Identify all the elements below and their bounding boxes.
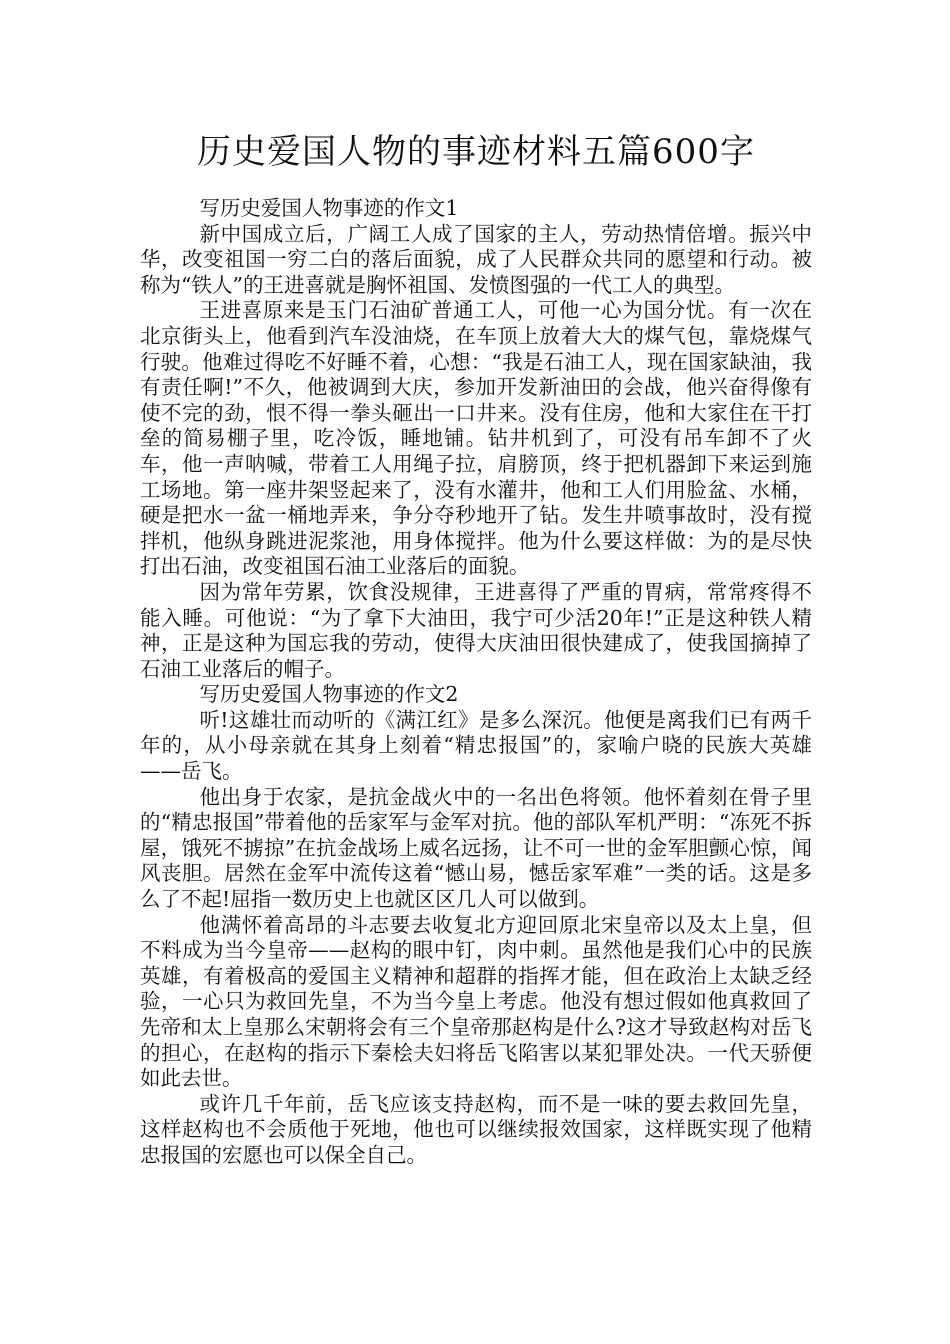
section-heading-2: 写历史爱国人物事迹的作文2	[199, 682, 459, 707]
section-1-paragraph-2: 王进喜原来是玉门石油矿普通工人，可他一心为国分忧。有一次在北京街头上，他看到汽车没油烧，在车顶上放着大大的煤气包，靠烧煤气行驶。他难过得吃不好睡不着，心想：“我是石油工人，现在国家缺油，我有责任啊!”不久，他被调到大庆，参加开发新油田的会战，他兴奋得像有使不完的劲，恨不得一拳头砸出一口井来。没有住房，他和大家住在干打垒的简易棚子里，吃冷饭，睡地铺。钻井机到了，可没有吊车卸不了火车，他一声呐喊，带着工人用绳子拉，肩膀顶，终于把机器卸下来运到施工场地。第一座井架竖起来了，没有水灌井，他和工人们用脸盆、水桶，硬是把水一盆一桶地弄来，争分夺秒地开了钻。发生井喷事故时，没有搅拌机，他纵身跳进泥浆池，用身体搅拌。他为什么要这样做：为的是尽快打出石油，改变祖国石油工业落后的面貌。	[140, 298, 812, 579]
document-page	[140, 128, 812, 1169]
section-2-paragraph-1: 听!这雄壮而动听的《满江红》是多么深沉。他便是离我们已有两千年的，从小母亲就在其身上刻着“精忠报国”的，家喻户晓的民族大英雄——岳飞。	[140, 707, 812, 784]
section-1-paragraph-3: 因为常年劳累，饮食没规律，王进喜得了严重的胃病，常常疼得不能入睡。可他说：“为了拿下大油田，我宁可少活20年!”正是这种铁人精神，正是这种为国忘我的劳动，使得大庆油田很快建成了，使我国摘掉了石油工业落后的帽子。	[140, 579, 812, 681]
section-2-paragraph-4: 或许几千年前，岳飞应该支持赵构，而不是一味的要去救回先皇，这样赵构也不会质他于死地，他也可以继续报效国家，这样既实现了他精忠报国的宏愿也可以保全自己。	[140, 1091, 812, 1167]
document-title: 历史爱国人物的事迹材料五篇600字	[197, 132, 755, 172]
section-1-paragraph-1: 新中国成立后，广阔工人成了国家的主人，劳动热情倍增。振兴中华，改变祖国一穷二白的落后面貌，成了人民群众共同的愿望和行动。被称为“铁人”的王进喜就是胸怀祖国、发愤图强的一代工人的典型。	[140, 221, 812, 297]
section-heading-1: 写历史爱国人物事迹的作文1	[199, 196, 459, 220]
section-2-paragraph-3: 他满怀着高昂的斗志要去收复北方迎回原北宋皇帝以及太上皇，但不料成为当今皇帝——赵构的眼中钉，肉中刺。虽然他是我们心中的民族英雄，有着极高的爱国主义精神和超群的指挥才能，但在政治上太缺乏经验，一心只为救回先皇，不为当今皇上考虑。他没有想过假如他真救回了先帝和太上皇那么宋朝将会有三个皇帝那赵构是什么?这才导致赵构对岳飞的担心，在赵构的指示下秦桧夫妇将岳飞陷害以某犯罪处决。一代天骄便如此去世。	[140, 912, 812, 1091]
section-2-paragraph-2: 他出身于农家，是抗金战火中的一名出色将领。他怀着刻在骨子里的“精忠报国”带着他的岳家军与金军对抗。他的部队军机严明：“冻死不拆屋，饿死不掳掠”在抗金战场上威名远扬，让不可一世的金军胆颤心惊，闻风丧胆。居然在金军中流传这着“憾山易，憾岳家军难”一类的话。这是多么了不起!屈指一数历史上也就区区几人可以做到。	[140, 784, 812, 912]
